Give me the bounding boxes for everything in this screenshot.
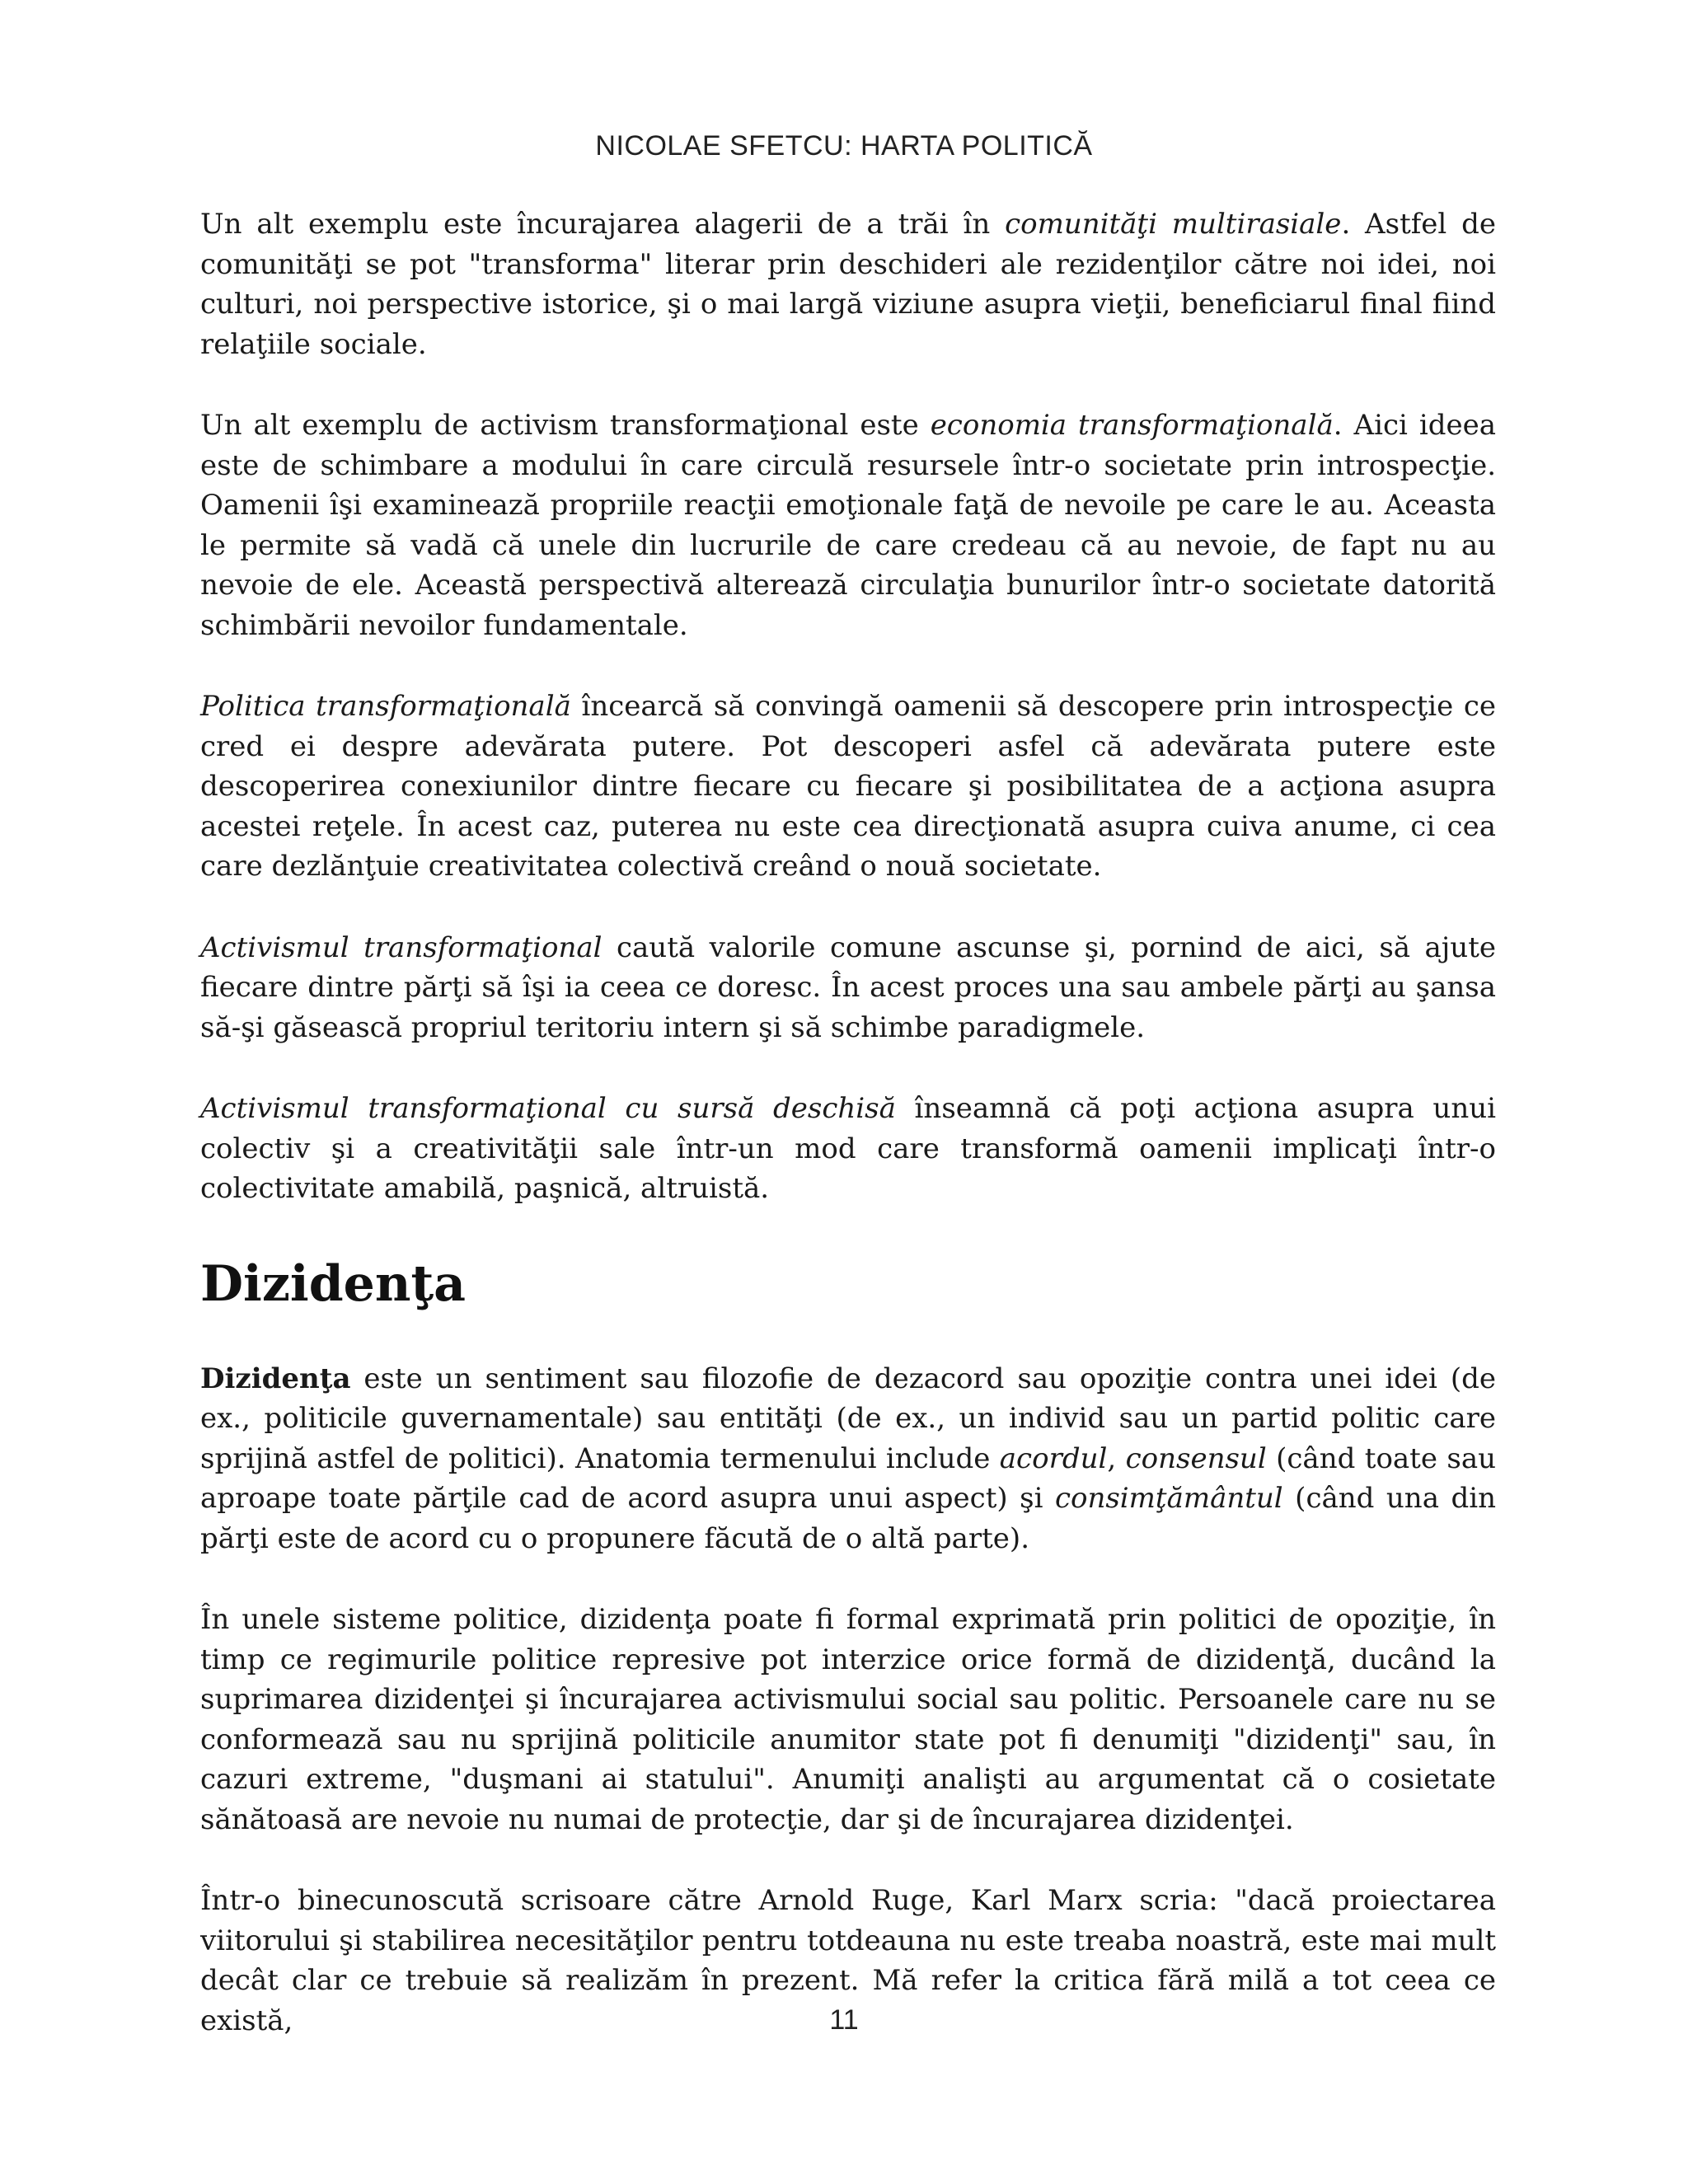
section-heading-dizidenta: Dizidenţa: [200, 1254, 467, 1313]
paragraph-multiracial-communities: Un alt exemplu este încurajarea alagerii de a trăi în comunităţi multirasiale. Astfel de comunităţi se pot "transforma" literar prin deschideri ale rezidenţilor către noi idei, noi culturi, noi perspective istorice, şi o mai largă viziune asupra vieţii, beneficiarul final fiind relaţiile sociale.: [200, 208, 1497, 361]
page-number: 11: [829, 2004, 859, 2036]
emphasis-term: Activismul transformaţional: [200, 930, 603, 964]
emphasis-term: Politica transformaţională: [200, 690, 571, 723]
emphasis-term: Activismul transformaţional cu sursă deschisă: [200, 1092, 896, 1125]
emphasis-term: acordul: [999, 1441, 1108, 1475]
paragraph-political-systems: În unele sisteme politice, dizidenţa poate fi formal exprimată prin politici de opoziţie, în timp ce regimurile politice represive pot interzice orice formă de dizidenţă, ducând la suprimarea dizidenţei şi încurajarea activismului social sau politic. Persoanele care nu se conformează sau nu sprijină politicile anumitor state pot fi denumiţi "dizidenţi" sau, în cazuri extreme, "duşmani ai statului". Anumiţi analişti au argumentat că o cosietate sănătoasă are nevoie nu numai de protecţie, dar şi de încurajarea dizidenţei.: [200, 1603, 1496, 1836]
bold-term: Dizidenţa: [200, 1361, 351, 1395]
paragraph-transformational-economy: Un alt exemplu de activism transformaţional este economia transformaţională. Aici ideea este de schimbare a modului în care circulă resursele într-o societate prin introspecţie. Oamenii îşi examinează propriile reacţii emoţionale faţă de nevoile pe care le au. Aceasta le permite să vadă că unele din lucrurile de care credeau că au nevoie, de fapt nu au nevoie de ele. Această perspectivă alterează circulaţia bunurilor într-o societate datorită schimbării nevoilor fundamentale.: [200, 409, 1496, 642]
page-body: [200, 204, 1496, 2041]
paragraph-open-source-activism: Activismul transformaţional cu sursă deschisă înseamnă că poţi acţiona asupra unui colectiv şi a creativităţii sale într-un mod care transformă oamenii implicaţi într-o colectivitate amabilă, paşnică, altruistă.: [200, 1092, 1496, 1205]
running-header: NICOLAE SFETCU: HARTA POLITICĂ: [595, 130, 1093, 162]
emphasis-term: economia transformaţională: [930, 409, 1334, 442]
paragraph-transformational-activism: Activismul transformaţional caută valorile comune ascunse şi, pornind de aici, să ajute fiecare dintre părţi să îşi ia ceea ce doresc. În acest proces una sau ambele părţi au şansa să-şi găsească propriul teritoriu intern şi să schimbe paradigmele.: [200, 930, 1496, 1044]
emphasis-term: consensul: [1125, 1441, 1267, 1475]
paragraph-transformational-politics: Politica transformaţională încearcă să convingă oamenii să descopere prin introspecţie ce cred ei despre adevărata putere. Pot descoperi asfel că adevărata putere este descoperirea conexiunilor dintre fiecare cu fiecare şi posibilitatea de a acţiona asupra acestei reţele. În acest caz, puterea nu este cea direcţionată asupra cuiva anume, ci cea care dezlănţuie creativitatea colectivă creând o nouă societate.: [200, 690, 1496, 883]
paragraph-dissent-definition: Dizidenţa este un sentiment sau filozofie de dezacord sau opoziţie contra unei idei (de ex., politicile guvernamentale) sau entităţi (de ex., un individ sau un partid politic care sprijină astfel de politici). Anatomia termenului include acordul, consensul (când toate sau aproape toate părţile cad de acord asupra unui aspect) şi consimţământul (când una din părţi este de acord cu o propunere făcută de o altă parte).: [200, 1361, 1497, 1555]
paragraph-marx-letter: Într-o binecunoscută scrisoare către Arnold Ruge, Karl Marx scria: "dacă proiectarea viitorului şi stabilirea necesităţilor pentru totdeauna nu este treaba noastră, este mai mult decât clar ce trebuie să realizăm în prezent. Mă refer la critica fără milă a tot ceea ce există,: [200, 1884, 1496, 2037]
emphasis-term: consimţământul: [1054, 1482, 1283, 1515]
emphasis-term: comunităţi multirasiale: [1005, 208, 1342, 241]
